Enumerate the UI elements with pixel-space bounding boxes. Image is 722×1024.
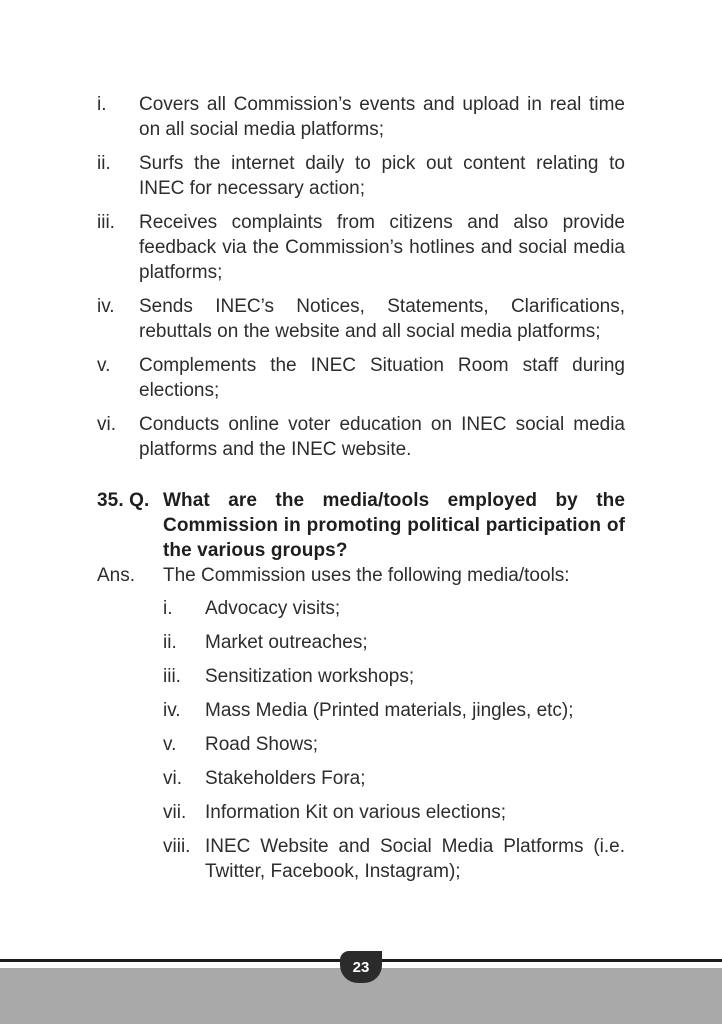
list-item-number: ii. [97, 153, 111, 174]
list-item-number: vi. [97, 414, 116, 435]
list-item-number: v. [163, 734, 177, 755]
list-item-number: iii. [163, 666, 181, 687]
list-item [163, 698, 625, 723]
list-item [97, 412, 625, 462]
list-item-text: Receives complaints from citizens and also provide feedback via the Commission’s hotlines and social media platforms; [139, 212, 625, 283]
list-item [97, 151, 625, 201]
page-content [97, 92, 625, 893]
list-item-text: Surfs the internet daily to pick out content relating to INEC for necessary action; [139, 153, 625, 199]
question-number: 35. Q. [97, 490, 150, 511]
list-item-text: Information Kit on various elections; [205, 802, 506, 823]
media-tools-list [163, 596, 625, 884]
list-item [97, 92, 625, 142]
list-item-text: Covers all Commission’s events and upload in real time on all social media platforms; [139, 94, 625, 140]
list-item [163, 630, 625, 655]
question-text: What are the media/tools employed by the Commission in promoting political participation of the various groups? [163, 490, 625, 561]
list-item [97, 210, 625, 285]
list-item-text: Road Shows; [205, 734, 319, 755]
list-item-text: Advocacy visits; [205, 598, 341, 619]
list-item [163, 596, 625, 621]
list-item-number: vii. [163, 802, 187, 823]
page-number: 23 [352, 958, 370, 976]
list-item-number: i. [163, 598, 173, 619]
list-item [163, 732, 625, 757]
list-item-text: Complements the INEC Situation Room staff during elections; [139, 355, 625, 401]
list-item-number: viii. [163, 836, 191, 857]
duties-list [97, 92, 625, 462]
list-item [163, 766, 625, 791]
list-item-number: iv. [97, 296, 115, 317]
list-item-text: INEC Website and Social Media Platforms (i.e. Twitter, Facebook, Instagram); [205, 836, 625, 882]
list-item-text: Market outreaches; [205, 632, 368, 653]
list-item-number: iii. [97, 212, 115, 233]
list-item [163, 834, 625, 884]
answer-block [97, 563, 625, 588]
list-item-number: vi. [163, 768, 182, 789]
list-item-number: iv. [163, 700, 181, 721]
answer-label: Ans. [97, 565, 136, 586]
list-item [97, 353, 625, 403]
list-item [163, 664, 625, 689]
list-item-number: i. [97, 94, 107, 115]
answer-intro: The Commission uses the following media/tools: [163, 565, 570, 586]
list-item [97, 294, 625, 344]
list-item-text: Mass Media (Printed materials, jingles, etc); [205, 700, 574, 721]
list-item-text: Conducts online voter education on INEC social media platforms and the INEC website. [139, 414, 625, 460]
question-block [97, 488, 625, 563]
page-number-badge [340, 951, 382, 983]
list-item-text: Sends INEC’s Notices, Statements, Clarifications, rebuttals on the website and all social media platforms; [139, 296, 625, 342]
list-item [163, 800, 625, 825]
list-item-text: Sensitization workshops; [205, 666, 415, 687]
list-item-number: v. [97, 355, 111, 376]
list-item-text: Stakeholders Fora; [205, 768, 366, 789]
list-item-number: ii. [163, 632, 177, 653]
